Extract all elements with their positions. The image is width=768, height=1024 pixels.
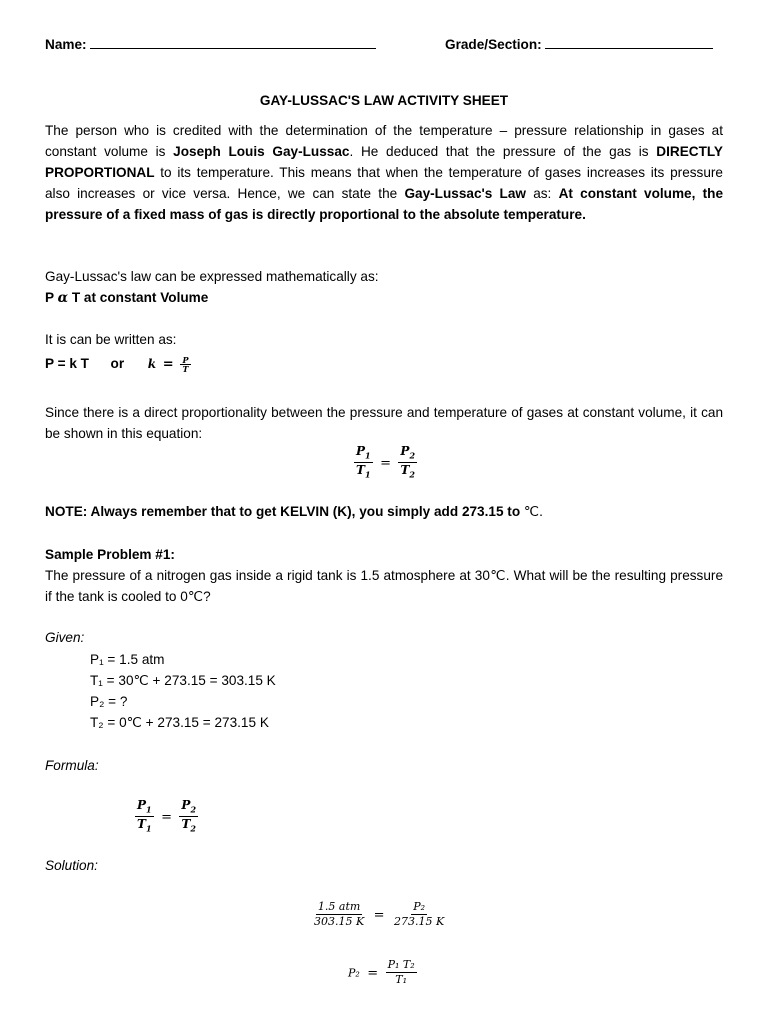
solution-step-1 (312, 900, 446, 929)
equals-symbol: = (367, 965, 379, 981)
formula-label: Formula: (45, 758, 99, 773)
p1t2-over-t1 (386, 958, 417, 987)
intro-paragraph (45, 120, 723, 225)
intro-text-2: . He deduced that the pressure of the gas is (349, 144, 657, 159)
celsius-unit: ℃. (523, 504, 543, 519)
given-item: T₁ = 30℃ + 273.15 = 303.15 K (90, 673, 276, 688)
sub-2b: 2 (190, 823, 196, 834)
t1-denominator: T₁ (395, 973, 408, 986)
p2-symbol: P (181, 798, 191, 812)
given-item: T₂ = 0℃ + 273.15 = 273.15 K (90, 715, 269, 730)
p1t2-numerator: P₁ T₂ (387, 958, 415, 971)
intro-text-4: as: (525, 186, 559, 201)
grade-blank-line[interactable] (545, 36, 713, 49)
proportion-equation (354, 444, 417, 482)
sub-1b: 1 (145, 823, 152, 834)
given-item: P₁ = 1.5 atm (90, 652, 165, 667)
equals-symbol: = (162, 357, 174, 372)
sample-problem-heading: Sample Problem #1: (45, 547, 175, 562)
law-statement: At constant volume, the pressure of a fixed mass of gas is directly proportional to the absolute temperature. (45, 186, 723, 222)
intro-bold-directly: DIRECTLY PROPORTIONAL (45, 144, 724, 180)
solution-step-2 (348, 958, 417, 987)
t2-symbol: T (400, 463, 410, 478)
kelvin-note (45, 502, 543, 522)
given-ratio (312, 900, 366, 929)
equals-symbol: = (161, 810, 172, 826)
p1-symbol: P (137, 798, 147, 812)
p1-symbol: P (356, 444, 366, 458)
solution-label: Solution: (45, 858, 98, 873)
pkt-equation (45, 354, 191, 375)
given-item: P₂ = ? (90, 694, 128, 709)
formula-equation (135, 798, 198, 836)
name-blank-line[interactable] (90, 36, 376, 49)
proportional-statement (45, 288, 208, 308)
p2-lhs: P₂ (348, 966, 360, 980)
p-symbol: P (45, 290, 58, 305)
p2-symbol: P (400, 444, 410, 458)
intro-bold-law: Gay-Lussac's Law (404, 186, 526, 201)
p2-over-t2 (398, 444, 417, 482)
sub-1: 1 (365, 450, 371, 461)
p2-unknown: P₂ (413, 900, 426, 913)
name-field (45, 36, 376, 52)
t1-value: 303.15 K (314, 915, 365, 928)
t2-symbol: T (181, 817, 191, 832)
sub-2b: 2 (409, 469, 415, 480)
sub-1: 1 (146, 804, 152, 815)
grade-section-field (445, 36, 713, 52)
p1-over-t1 (354, 444, 373, 482)
sample-problem-text: The pressure of a nitrogen gas inside a rigid tank is 1.5 atmosphere at 30℃. What will be the resulting pressure if the tank is cooled to 0℃? (45, 568, 723, 604)
p1-over-t1 (135, 798, 154, 836)
t1-symbol: T (356, 463, 365, 478)
t2-value: 273.15 K (394, 915, 445, 928)
alpha-symbol: α (57, 290, 69, 306)
sub-1b: 1 (364, 469, 371, 480)
page-title: GAY-LUSSAC'S LAW ACTIVITY SHEET (259, 93, 509, 108)
written-as-label: It is can be written as: (45, 332, 177, 347)
equals-symbol: = (380, 456, 391, 472)
frac-numerator: P (182, 354, 189, 365)
unknown-ratio (392, 900, 446, 929)
intro-text-1: The person who is credited with the determination of the temperature – pressure relationship in gases at constant volume is (45, 123, 723, 159)
equals-symbol: = (373, 907, 385, 923)
t1-symbol: T (137, 817, 146, 832)
frac-denominator: T (182, 363, 189, 374)
given-label: Given: (45, 630, 85, 645)
proportionality-paragraph: Since there is a direct proportionality between the pressure and temperature of gases at constant volume, it can be shown in this equation: (45, 405, 723, 441)
constant-volume-text: T at constant Volume (68, 290, 209, 305)
grade-label: Grade/Section: (445, 37, 542, 52)
intro-bold-name: Joseph Louis Gay-Lussac (173, 144, 350, 159)
or-text: or (110, 356, 125, 371)
expression-intro: Gay-Lussac's law can be expressed mathematically as: (45, 269, 379, 284)
p-over-t-fraction (180, 356, 190, 373)
sub-2: 2 (409, 450, 416, 461)
intro-text-3: to its temperature. This means that when the temperature of gases increases its pressure also increases or vice versa. Hence, we can state the (45, 165, 723, 201)
p1-value: 1.5 atm (317, 900, 361, 913)
note-text: NOTE: Always remember that to get KELVIN (K), you simply add 273.15 to (45, 504, 524, 519)
k-symbol: k (147, 357, 157, 371)
name-label: Name: (45, 37, 87, 52)
sub-2: 2 (190, 804, 197, 815)
p2-over-t2 (179, 798, 198, 836)
pkt-text: P = k T (45, 356, 89, 371)
